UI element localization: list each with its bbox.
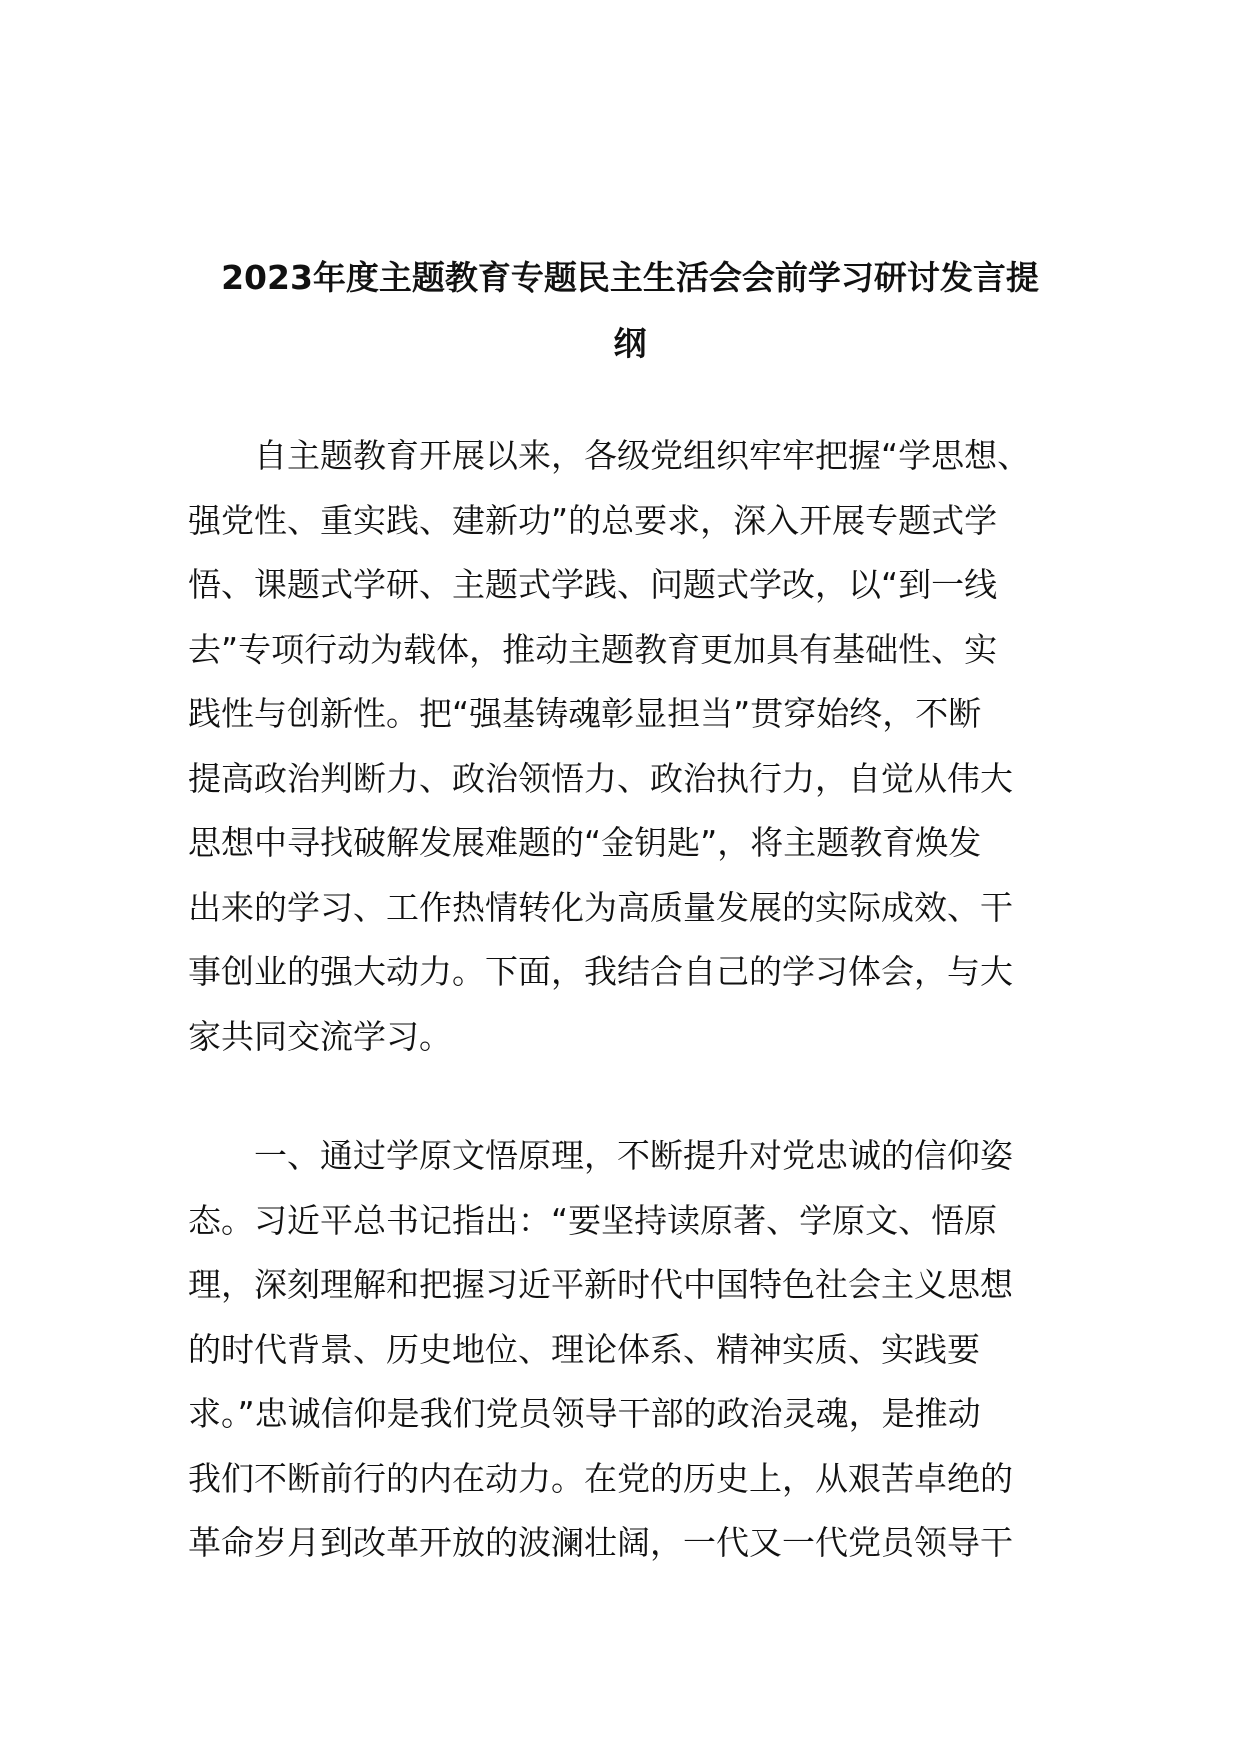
paragraph-line: 理，深刻理解和把握习近平新时代中国特色社会主义思想 (188, 1265, 1013, 1304)
paragraph-line: 提高政治判断力、政治领悟力、政治执行力，自觉从伟大 (188, 758, 1013, 798)
paragraph-line: 的时代背景、历史地位、理论体系、精神实质、实践要 (188, 1329, 980, 1369)
paragraph-line: 思想中寻找破解发展难题的“金钥匙”，将主题教育焕发 (188, 823, 982, 862)
intro-paragraph (188, 424, 1068, 1069)
paragraph-line: 家共同交流学习。 (188, 1016, 452, 1056)
paragraph-line: 我们不断前行的内在动力。在党的历史上，从艰苦卓绝的 (188, 1458, 1013, 1498)
paragraph-line: 求。”忠诚信仰是我们党员领导干部的政治灵魂，是推动 (188, 1394, 981, 1433)
paragraph-line: 强党性、重实践、建新功”的总要求，深入开展专题式学 (188, 500, 998, 540)
paragraph-line: 自主题教育开展以来，各级党组织牢牢把握“学思想、 (188, 436, 1031, 475)
paragraph-line: 事创业的强大动力。下面，我结合自己的学习体会，与大 (188, 952, 1013, 991)
document-title (190, 245, 1070, 377)
paragraph-line: 一、通过学原文悟原理，不断提升对党忠诚的信仰姿 (188, 1136, 1013, 1175)
title-line: 2023年度主题教育专题民主生活会会前学习研讨发言提 (221, 258, 1039, 297)
paragraph-line: 革命岁月到改革开放的波澜壮阔，一代又一代党员领导干 (188, 1523, 1013, 1562)
title-line: 纲 (613, 324, 647, 363)
paragraph-line: 去”专项行动为载体，推动主题教育更加具有基础性、实 (188, 629, 998, 669)
paragraph-line: 悟、课题式学研、主题式学践、问题式学改，以“到一线 (188, 565, 998, 604)
paragraph-line: 态。习近平总书记指出：“要坚持读原著、学原文、悟原 (188, 1200, 998, 1240)
paragraph-line: 践性与创新性。把“强基铸魂彰显担当”贯穿始终，不断 (188, 694, 982, 733)
section-one-paragraph (188, 1124, 1068, 1576)
paragraph-line: 出来的学习、工作热情转化为高质量发展的实际成效、干 (188, 887, 1013, 927)
